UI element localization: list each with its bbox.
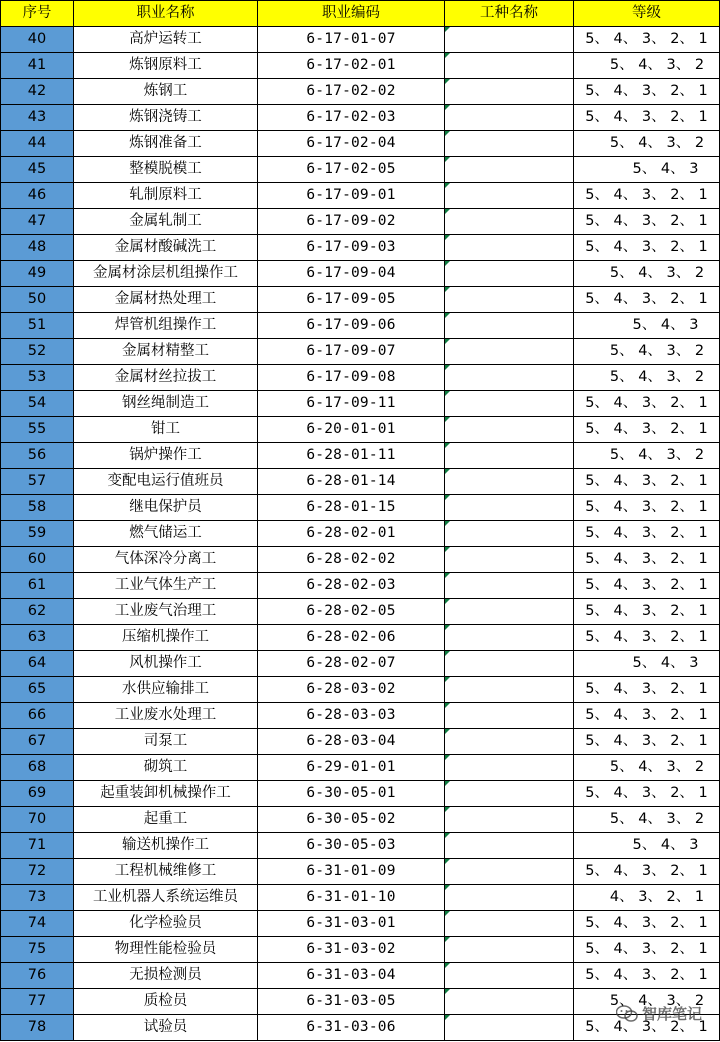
comment-marker-icon bbox=[445, 391, 450, 396]
watermark-text: 智库笔记 bbox=[641, 1005, 702, 1023]
cell-seq[interactable]: 45 bbox=[1, 157, 74, 183]
table-row bbox=[1, 495, 720, 521]
cell-seq[interactable]: 41 bbox=[1, 53, 74, 79]
table-row bbox=[1, 339, 720, 365]
cell-type[interactable] bbox=[445, 885, 574, 911]
cell-type[interactable] bbox=[445, 53, 574, 79]
cell-seq[interactable]: 53 bbox=[1, 365, 74, 391]
cell-type[interactable] bbox=[445, 807, 574, 833]
cell-grade[interactable]: 5、 4、 3、 2、 1 bbox=[574, 287, 720, 313]
comment-marker-icon bbox=[445, 261, 450, 266]
table-row bbox=[1, 157, 720, 183]
comment-marker-icon bbox=[445, 417, 450, 422]
cell-code[interactable]: 6-28-02-05 bbox=[258, 599, 445, 625]
cell-type[interactable] bbox=[445, 105, 574, 131]
cell-seq[interactable]: 49 bbox=[1, 261, 74, 287]
cell-seq[interactable]: 77 bbox=[1, 989, 74, 1015]
cell-seq[interactable]: 55 bbox=[1, 417, 74, 443]
cell-code[interactable]: 6-28-03-02 bbox=[258, 677, 445, 703]
table-row bbox=[1, 651, 720, 677]
table-row bbox=[1, 261, 720, 287]
comment-marker-icon bbox=[445, 729, 450, 734]
cell-code[interactable]: 6-31-03-04 bbox=[258, 963, 445, 989]
table-row bbox=[1, 859, 720, 885]
cell-grade[interactable]: 5、 4、 3、 2 bbox=[574, 53, 720, 79]
table-row bbox=[1, 547, 720, 573]
cell-name[interactable]: 质检员 bbox=[74, 989, 258, 1015]
header-row bbox=[1, 1, 720, 27]
cell-code[interactable]: 6-17-09-05 bbox=[258, 287, 445, 313]
cell-seq[interactable]: 51 bbox=[1, 313, 74, 339]
cell-seq[interactable]: 76 bbox=[1, 963, 74, 989]
cell-type[interactable] bbox=[445, 859, 574, 885]
cell-name[interactable]: 化学检验员 bbox=[74, 911, 258, 937]
header-grade[interactable]: 等级 bbox=[574, 1, 720, 27]
table-row bbox=[1, 989, 720, 1015]
cell-name[interactable]: 无损检测员 bbox=[74, 963, 258, 989]
cell-seq[interactable]: 44 bbox=[1, 131, 74, 157]
cell-type[interactable] bbox=[445, 339, 574, 365]
cell-type[interactable] bbox=[445, 573, 574, 599]
cell-code[interactable]: 6-30-05-02 bbox=[258, 807, 445, 833]
cell-grade[interactable]: 5、 4、 3、 2、 1 bbox=[574, 937, 720, 963]
cell-grade[interactable]: 5、 4、 3、 2、 1 bbox=[574, 105, 720, 131]
cell-type[interactable] bbox=[445, 989, 574, 1015]
comment-marker-icon bbox=[445, 625, 450, 630]
cell-grade[interactable]: 5、 4、 3、 2 bbox=[574, 131, 720, 157]
cell-seq[interactable]: 50 bbox=[1, 287, 74, 313]
cell-grade[interactable]: 5、 4、 3、 2、 1 bbox=[574, 547, 720, 573]
cell-grade[interactable]: 5、 4、 3 bbox=[574, 651, 720, 677]
cell-grade[interactable]: 5、 4、 3、 2 bbox=[574, 755, 720, 781]
cell-seq[interactable]: 62 bbox=[1, 599, 74, 625]
cell-grade[interactable]: 5、 4、 3、 2、 1 bbox=[574, 209, 720, 235]
cell-code[interactable]: 6-31-03-06 bbox=[258, 1015, 445, 1041]
table-row bbox=[1, 313, 720, 339]
cell-type[interactable] bbox=[445, 365, 574, 391]
cell-name[interactable]: 工业气体生产工 bbox=[74, 573, 258, 599]
cell-name[interactable]: 变配电运行值班员 bbox=[74, 469, 258, 495]
table-row bbox=[1, 807, 720, 833]
cell-name[interactable]: 试验员 bbox=[74, 1015, 258, 1041]
cell-type[interactable] bbox=[445, 235, 574, 261]
cell-type[interactable] bbox=[445, 651, 574, 677]
cell-name[interactable]: 风机操作工 bbox=[74, 651, 258, 677]
cell-type[interactable] bbox=[445, 599, 574, 625]
comment-marker-icon bbox=[445, 1015, 450, 1020]
watermark bbox=[616, 1003, 702, 1024]
comment-marker-icon bbox=[445, 339, 450, 344]
cell-name[interactable]: 水供应输排工 bbox=[74, 677, 258, 703]
cell-grade[interactable]: 5、 4、 3、 2、 1 bbox=[574, 781, 720, 807]
cell-code[interactable]: 6-31-03-01 bbox=[258, 911, 445, 937]
comment-marker-icon bbox=[445, 885, 450, 890]
cell-code[interactable]: 6-28-02-06 bbox=[258, 625, 445, 651]
cell-grade[interactable]: 5、 4、 3、 2、 1 bbox=[574, 625, 720, 651]
table-row bbox=[1, 1015, 720, 1041]
cell-seq[interactable]: 43 bbox=[1, 105, 74, 131]
cell-type[interactable] bbox=[445, 261, 574, 287]
cell-type[interactable] bbox=[445, 781, 574, 807]
cell-name[interactable]: 物理性能检验员 bbox=[74, 937, 258, 963]
cell-name[interactable]: 起重装卸机械操作工 bbox=[74, 781, 258, 807]
cell-seq[interactable]: 67 bbox=[1, 729, 74, 755]
cell-type[interactable] bbox=[445, 79, 574, 105]
header-seq[interactable]: 序号 bbox=[1, 1, 74, 27]
cell-type[interactable] bbox=[445, 183, 574, 209]
cell-code[interactable]: 6-30-05-01 bbox=[258, 781, 445, 807]
cell-code[interactable]: 6-30-05-03 bbox=[258, 833, 445, 859]
cell-name[interactable]: 压缩机操作工 bbox=[74, 625, 258, 651]
cell-seq[interactable]: 65 bbox=[1, 677, 74, 703]
cell-seq[interactable]: 66 bbox=[1, 703, 74, 729]
cell-type[interactable] bbox=[445, 391, 574, 417]
cell-name[interactable]: 金属材酸碱洗工 bbox=[74, 235, 258, 261]
cell-name[interactable]: 轧制原料工 bbox=[74, 183, 258, 209]
comment-marker-icon bbox=[445, 105, 450, 110]
cell-type[interactable] bbox=[445, 547, 574, 573]
cell-type[interactable] bbox=[445, 703, 574, 729]
cell-code[interactable]: 6-17-09-03 bbox=[258, 235, 445, 261]
cell-type[interactable] bbox=[445, 209, 574, 235]
cell-code[interactable]: 6-28-02-03 bbox=[258, 573, 445, 599]
cell-code[interactable]: 6-28-02-01 bbox=[258, 521, 445, 547]
cell-seq[interactable]: 63 bbox=[1, 625, 74, 651]
header-type[interactable]: 工种名称 bbox=[445, 1, 574, 27]
cell-name[interactable]: 起重工 bbox=[74, 807, 258, 833]
cell-name[interactable]: 钳工 bbox=[74, 417, 258, 443]
cell-name[interactable]: 司泵工 bbox=[74, 729, 258, 755]
cell-code[interactable]: 6-17-09-11 bbox=[258, 391, 445, 417]
comment-marker-icon bbox=[445, 235, 450, 240]
comment-marker-icon bbox=[445, 547, 450, 552]
cell-name[interactable]: 炼钢浇铸工 bbox=[74, 105, 258, 131]
cell-name[interactable]: 气体深冷分离工 bbox=[74, 547, 258, 573]
cell-seq[interactable]: 69 bbox=[1, 781, 74, 807]
cell-grade[interactable]: 5、 4、 3、 2、 1 bbox=[574, 599, 720, 625]
cell-seq[interactable]: 58 bbox=[1, 495, 74, 521]
comment-marker-icon bbox=[445, 209, 450, 214]
table-row bbox=[1, 105, 720, 131]
comment-marker-icon bbox=[445, 937, 450, 942]
cell-grade[interactable]: 5、 4、 3、 2、 1 bbox=[574, 729, 720, 755]
cell-code[interactable]: 6-31-01-10 bbox=[258, 885, 445, 911]
cell-type[interactable] bbox=[445, 625, 574, 651]
comment-marker-icon bbox=[445, 599, 450, 604]
cell-type[interactable] bbox=[445, 729, 574, 755]
wechat-icon bbox=[616, 1005, 638, 1023]
cell-type[interactable] bbox=[445, 157, 574, 183]
cell-name[interactable]: 工程机械维修工 bbox=[74, 859, 258, 885]
cell-grade[interactable]: 5、 4、 3、 2、 1 bbox=[574, 859, 720, 885]
cell-seq[interactable]: 60 bbox=[1, 547, 74, 573]
cell-type[interactable] bbox=[445, 833, 574, 859]
cell-name[interactable]: 金属材热处理工 bbox=[74, 287, 258, 313]
cell-grade[interactable]: 5、 4、 3、 2、 1 bbox=[574, 183, 720, 209]
table-row bbox=[1, 573, 720, 599]
comment-marker-icon bbox=[445, 443, 450, 448]
table-row bbox=[1, 235, 720, 261]
cell-name[interactable]: 炼钢工 bbox=[74, 79, 258, 105]
cell-type[interactable] bbox=[445, 287, 574, 313]
cell-grade[interactable]: 5、 4、 3、 2、 1 bbox=[574, 677, 720, 703]
cell-code[interactable]: 6-17-02-03 bbox=[258, 105, 445, 131]
cell-name[interactable]: 继电保护员 bbox=[74, 495, 258, 521]
cell-grade[interactable]: 5、 4、 3、 2、 1 bbox=[574, 417, 720, 443]
table-row bbox=[1, 287, 720, 313]
cell-grade[interactable]: 5、 4、 3、 2 bbox=[574, 339, 720, 365]
cell-name[interactable]: 锅炉操作工 bbox=[74, 443, 258, 469]
cell-code[interactable]: 6-28-03-04 bbox=[258, 729, 445, 755]
comment-marker-icon bbox=[445, 703, 450, 708]
cell-seq[interactable]: 75 bbox=[1, 937, 74, 963]
table-row bbox=[1, 469, 720, 495]
table-row bbox=[1, 131, 720, 157]
cell-code[interactable]: 6-29-01-01 bbox=[258, 755, 445, 781]
cell-grade[interactable]: 5、 4、 3、 2 bbox=[574, 261, 720, 287]
cell-grade[interactable]: 5、 4、 3、 2 bbox=[574, 443, 720, 469]
cell-grade[interactable]: 5、 4、 3、 2、 1 bbox=[574, 235, 720, 261]
cell-code[interactable]: 6-17-02-05 bbox=[258, 157, 445, 183]
cell-grade[interactable]: 5、 4、 3、 2、 1 bbox=[574, 963, 720, 989]
cell-code[interactable]: 6-31-01-09 bbox=[258, 859, 445, 885]
cell-type[interactable] bbox=[445, 911, 574, 937]
cell-seq[interactable]: 74 bbox=[1, 911, 74, 937]
comment-marker-icon bbox=[445, 287, 450, 292]
cell-type[interactable] bbox=[445, 443, 574, 469]
cell-grade[interactable]: 4、 3、 2、 1 bbox=[574, 885, 720, 911]
table-row bbox=[1, 417, 720, 443]
comment-marker-icon bbox=[445, 131, 450, 136]
comment-marker-icon bbox=[445, 183, 450, 188]
cell-seq[interactable]: 68 bbox=[1, 755, 74, 781]
cell-grade[interactable]: 5、 4、 3、 2、 1 bbox=[574, 495, 720, 521]
cell-seq[interactable]: 42 bbox=[1, 79, 74, 105]
comment-marker-icon bbox=[445, 651, 450, 656]
comment-marker-icon bbox=[445, 495, 450, 500]
cell-name[interactable]: 输送机操作工 bbox=[74, 833, 258, 859]
cell-grade[interactable]: 5、 4、 3、 2、 1 bbox=[574, 911, 720, 937]
table-row bbox=[1, 677, 720, 703]
table-row bbox=[1, 53, 720, 79]
cell-grade[interactable]: 5、 4、 3、 2、 1 bbox=[574, 573, 720, 599]
table-row bbox=[1, 79, 720, 105]
cell-grade[interactable]: 5、 4、 3、 2、 1 bbox=[574, 703, 720, 729]
cell-code[interactable]: 6-17-01-07 bbox=[258, 27, 445, 53]
cell-code[interactable]: 6-17-02-04 bbox=[258, 131, 445, 157]
cell-grade[interactable]: 5、 4、 3、 2 bbox=[574, 989, 720, 1015]
cell-code[interactable]: 6-28-02-07 bbox=[258, 651, 445, 677]
cell-code[interactable]: 6-31-03-02 bbox=[258, 937, 445, 963]
cell-name[interactable]: 金属轧制工 bbox=[74, 209, 258, 235]
comment-marker-icon bbox=[445, 989, 450, 994]
cell-name[interactable]: 炼钢准备工 bbox=[74, 131, 258, 157]
cell-grade[interactable]: 5、 4、 3 bbox=[574, 833, 720, 859]
cell-type[interactable] bbox=[445, 755, 574, 781]
cell-seq[interactable]: 61 bbox=[1, 573, 74, 599]
cell-type[interactable] bbox=[445, 937, 574, 963]
header-code[interactable]: 职业编码 bbox=[258, 1, 445, 27]
cell-name[interactable]: 砌筑工 bbox=[74, 755, 258, 781]
table-row bbox=[1, 781, 720, 807]
comment-marker-icon bbox=[445, 573, 450, 578]
table-row bbox=[1, 521, 720, 547]
cell-seq[interactable]: 46 bbox=[1, 183, 74, 209]
table-row bbox=[1, 209, 720, 235]
cell-name[interactable]: 工业机器人系统运维员 bbox=[74, 885, 258, 911]
table-row bbox=[1, 911, 720, 937]
cell-code[interactable]: 6-28-01-11 bbox=[258, 443, 445, 469]
cell-grade[interactable]: 5、 4、 3 bbox=[574, 313, 720, 339]
cell-name[interactable]: 金属材丝拉拔工 bbox=[74, 365, 258, 391]
cell-type[interactable] bbox=[445, 27, 574, 53]
cell-code[interactable]: 6-17-09-06 bbox=[258, 313, 445, 339]
table-row bbox=[1, 625, 720, 651]
table-row bbox=[1, 833, 720, 859]
cell-type[interactable] bbox=[445, 131, 574, 157]
table-row bbox=[1, 703, 720, 729]
comment-marker-icon bbox=[445, 365, 450, 370]
table-row bbox=[1, 937, 720, 963]
cell-code[interactable]: 6-31-03-05 bbox=[258, 989, 445, 1015]
cell-name[interactable]: 金属材精整工 bbox=[74, 339, 258, 365]
cell-grade[interactable]: 5、 4、 3、 2 bbox=[574, 807, 720, 833]
comment-marker-icon bbox=[445, 469, 450, 474]
cell-code[interactable]: 6-20-01-01 bbox=[258, 417, 445, 443]
cell-grade[interactable]: 5、 4、 3、 2、 1 bbox=[574, 1015, 720, 1041]
cell-seq[interactable]: 57 bbox=[1, 469, 74, 495]
comment-marker-icon bbox=[445, 963, 450, 968]
cell-code[interactable]: 6-17-09-04 bbox=[258, 261, 445, 287]
cell-name[interactable]: 金属材涂层机组操作工 bbox=[74, 261, 258, 287]
cell-name[interactable]: 燃气储运工 bbox=[74, 521, 258, 547]
table-row bbox=[1, 963, 720, 989]
cell-seq[interactable]: 72 bbox=[1, 859, 74, 885]
cell-seq[interactable]: 78 bbox=[1, 1015, 74, 1041]
cell-grade[interactable]: 5、 4、 3、 2、 1 bbox=[574, 521, 720, 547]
cell-code[interactable]: 6-17-02-02 bbox=[258, 79, 445, 105]
cell-grade[interactable]: 5、 4、 3 bbox=[574, 157, 720, 183]
table-row bbox=[1, 885, 720, 911]
cell-code[interactable]: 6-17-02-01 bbox=[258, 53, 445, 79]
comment-marker-icon bbox=[445, 157, 450, 162]
table-row bbox=[1, 27, 720, 53]
cell-seq[interactable]: 56 bbox=[1, 443, 74, 469]
cell-seq[interactable]: 54 bbox=[1, 391, 74, 417]
cell-code[interactable]: 6-17-09-08 bbox=[258, 365, 445, 391]
table-row bbox=[1, 755, 720, 781]
cell-type[interactable] bbox=[445, 495, 574, 521]
cell-code[interactable]: 6-28-01-15 bbox=[258, 495, 445, 521]
table-row bbox=[1, 183, 720, 209]
cell-seq[interactable]: 52 bbox=[1, 339, 74, 365]
comment-marker-icon bbox=[445, 27, 450, 32]
comment-marker-icon bbox=[445, 833, 450, 838]
cell-code[interactable]: 6-28-01-14 bbox=[258, 469, 445, 495]
cell-name[interactable]: 工业废气治理工 bbox=[74, 599, 258, 625]
cell-code[interactable]: 6-28-03-03 bbox=[258, 703, 445, 729]
comment-marker-icon bbox=[445, 755, 450, 760]
cell-name[interactable]: 整模脱模工 bbox=[74, 157, 258, 183]
cell-grade[interactable]: 5、 4、 3、 2、 1 bbox=[574, 27, 720, 53]
comment-marker-icon bbox=[445, 521, 450, 526]
comment-marker-icon bbox=[445, 807, 450, 812]
cell-code[interactable]: 6-17-09-02 bbox=[258, 209, 445, 235]
table-row bbox=[1, 443, 720, 469]
cell-grade[interactable]: 5、 4、 3、 2、 1 bbox=[574, 469, 720, 495]
cell-type[interactable] bbox=[445, 963, 574, 989]
table-row bbox=[1, 599, 720, 625]
cell-code[interactable]: 6-17-09-07 bbox=[258, 339, 445, 365]
cell-type[interactable] bbox=[445, 521, 574, 547]
comment-marker-icon bbox=[445, 53, 450, 58]
cell-code[interactable]: 6-17-09-01 bbox=[258, 183, 445, 209]
cell-name[interactable]: 焊管机组操作工 bbox=[74, 313, 258, 339]
comment-marker-icon bbox=[445, 911, 450, 916]
comment-marker-icon bbox=[445, 79, 450, 84]
cell-seq[interactable]: 70 bbox=[1, 807, 74, 833]
cell-code[interactable]: 6-28-02-02 bbox=[258, 547, 445, 573]
comment-marker-icon bbox=[445, 781, 450, 786]
table-row bbox=[1, 729, 720, 755]
cell-seq[interactable]: 73 bbox=[1, 885, 74, 911]
cell-type[interactable] bbox=[445, 417, 574, 443]
cell-name[interactable]: 钢丝绳制造工 bbox=[74, 391, 258, 417]
cell-type[interactable] bbox=[445, 1015, 574, 1041]
cell-type[interactable] bbox=[445, 313, 574, 339]
comment-marker-icon bbox=[445, 313, 450, 318]
table-body bbox=[1, 27, 720, 1041]
cell-seq[interactable]: 47 bbox=[1, 209, 74, 235]
header-name[interactable]: 职业名称 bbox=[74, 1, 258, 27]
comment-marker-icon bbox=[445, 677, 450, 682]
cell-seq[interactable]: 48 bbox=[1, 235, 74, 261]
cell-seq[interactable]: 64 bbox=[1, 651, 74, 677]
cell-seq[interactable]: 40 bbox=[1, 27, 74, 53]
cell-grade[interactable]: 5、 4、 3、 2、 1 bbox=[574, 391, 720, 417]
comment-marker-icon bbox=[445, 859, 450, 864]
cell-grade[interactable]: 5、 4、 3、 2、 1 bbox=[574, 79, 720, 105]
cell-seq[interactable]: 59 bbox=[1, 521, 74, 547]
cell-seq[interactable]: 71 bbox=[1, 833, 74, 859]
cell-type[interactable] bbox=[445, 469, 574, 495]
cell-grade[interactable]: 5、 4、 3、 2 bbox=[574, 365, 720, 391]
cell-type[interactable] bbox=[445, 677, 574, 703]
cell-name[interactable]: 炼钢原料工 bbox=[74, 53, 258, 79]
table-row bbox=[1, 365, 720, 391]
cell-name[interactable]: 高炉运转工 bbox=[74, 27, 258, 53]
cell-name[interactable]: 工业废水处理工 bbox=[74, 703, 258, 729]
table-row bbox=[1, 391, 720, 417]
